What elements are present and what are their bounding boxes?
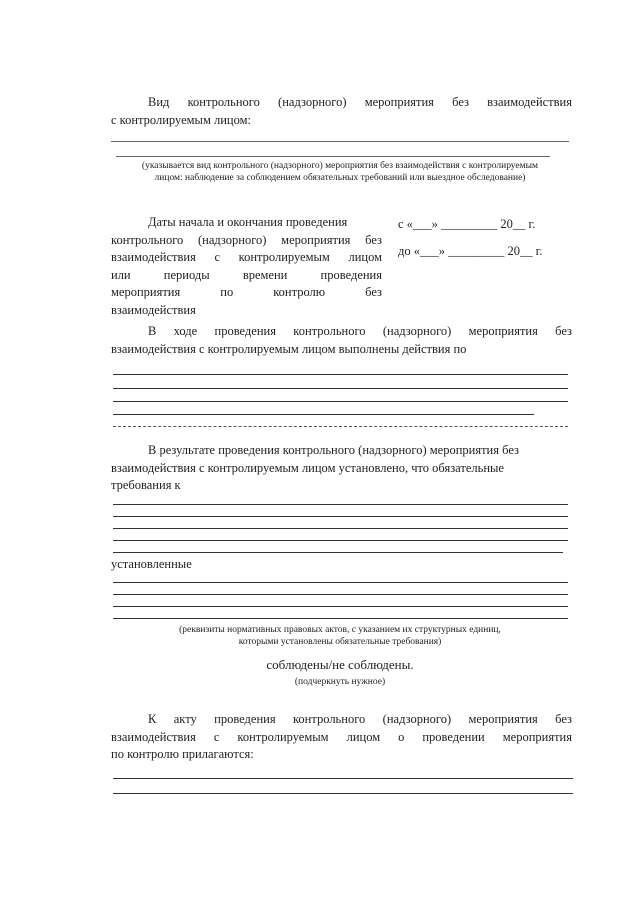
established-label: установленные: [111, 557, 192, 571]
result-line-2: взаимодействия с контролируемым лицом установлено, что обязательные: [111, 460, 504, 475]
attachments-fill-line-2[interactable]: [113, 793, 573, 794]
dates-label-line-2: контрольного (надзорного) мероприятия без: [111, 232, 382, 247]
actions-fill-line-4[interactable]: [113, 414, 534, 415]
actions-fill-line-5[interactable]: [113, 426, 568, 427]
result-fill-line-2[interactable]: [113, 516, 568, 517]
result-fill-line-3[interactable]: [113, 528, 568, 529]
acts-fill-line-2[interactable]: [113, 594, 568, 595]
acts-fill-line-3[interactable]: [113, 606, 568, 607]
actions-line-1: В ходе проведения контрольного (надзорного) мероприятия без: [148, 324, 572, 338]
dates-label-line-5: мероприятия по контролю без: [111, 285, 382, 299]
acts-fill-line-4[interactable]: [113, 618, 568, 619]
result-fill-line-5[interactable]: [113, 552, 563, 553]
acts-note-1: (реквизиты нормативных правовых актов, с указанием их структурных единиц,: [179, 625, 501, 635]
result-line-1: В результате проведения контрольного (надзорного) мероприятия без: [148, 443, 519, 457]
actions-fill-line-2[interactable]: [113, 388, 568, 389]
actions-line-2: взаимодействия с контролируемым лицом выполнены действия по: [111, 341, 467, 356]
dates-label-paragraph: [111, 214, 382, 319]
inspection-type-note-1: (указывается вид контрольного (надзорного) мероприятия без взаимодействия с контролируемым: [141, 161, 539, 171]
inspection-type-note-2: лицом: наблюдение за соблюдением обязательных требований или выездное обследование): [154, 173, 526, 183]
attachments-line-2: взаимодействия с контролируемым лицом о проведении мероприятия: [111, 729, 572, 744]
dates-label-line-4: или периоды времени проведения: [111, 267, 382, 282]
dates-label-line-3: взаимодействия с контролируемым лицом: [111, 250, 382, 264]
dates-label-line-6: взаимодействия: [111, 302, 196, 317]
actions-fill-line-1[interactable]: [113, 374, 568, 375]
dates-label-line-1: Даты начала и окончания проведения: [148, 215, 348, 229]
result-fill-line-4[interactable]: [113, 540, 568, 541]
acts-fill-line-1[interactable]: [113, 582, 568, 583]
actions-paragraph: [111, 323, 572, 358]
date-to-field[interactable]: до «___» _________ 20__ г.: [398, 244, 543, 258]
result-line-3: требования к: [111, 478, 181, 492]
inspection-type-paragraph: [148, 94, 572, 112]
attachments-fill-line-1[interactable]: [113, 778, 573, 779]
result-paragraph: [111, 442, 572, 495]
compliance-note: (подчеркнуть нужное): [294, 677, 386, 687]
attachments-line-3: по контролю прилагаются:: [111, 747, 254, 761]
attachments-line-1: К акту проведения контрольного (надзорного) мероприятия без: [148, 712, 572, 726]
inspection-type-fill-line[interactable]: [111, 141, 569, 142]
inspection-type-line-1: Вид контрольного (надзорного) мероприятия без взаимодействия: [148, 95, 572, 109]
result-fill-line-1[interactable]: [113, 504, 568, 505]
attachments-paragraph: [111, 711, 572, 764]
compliance-options[interactable]: соблюдены/не соблюдены.: [266, 657, 414, 672]
inspection-type-fill-line-2[interactable]: [116, 156, 550, 157]
inspection-type-line-2: с контролируемым лицом:: [111, 113, 252, 127]
actions-fill-line-3[interactable]: [113, 401, 568, 402]
date-from-field[interactable]: с «___» _________ 20__ г.: [398, 217, 536, 231]
acts-note-2: которыми установлены обязательные требования): [238, 637, 442, 647]
